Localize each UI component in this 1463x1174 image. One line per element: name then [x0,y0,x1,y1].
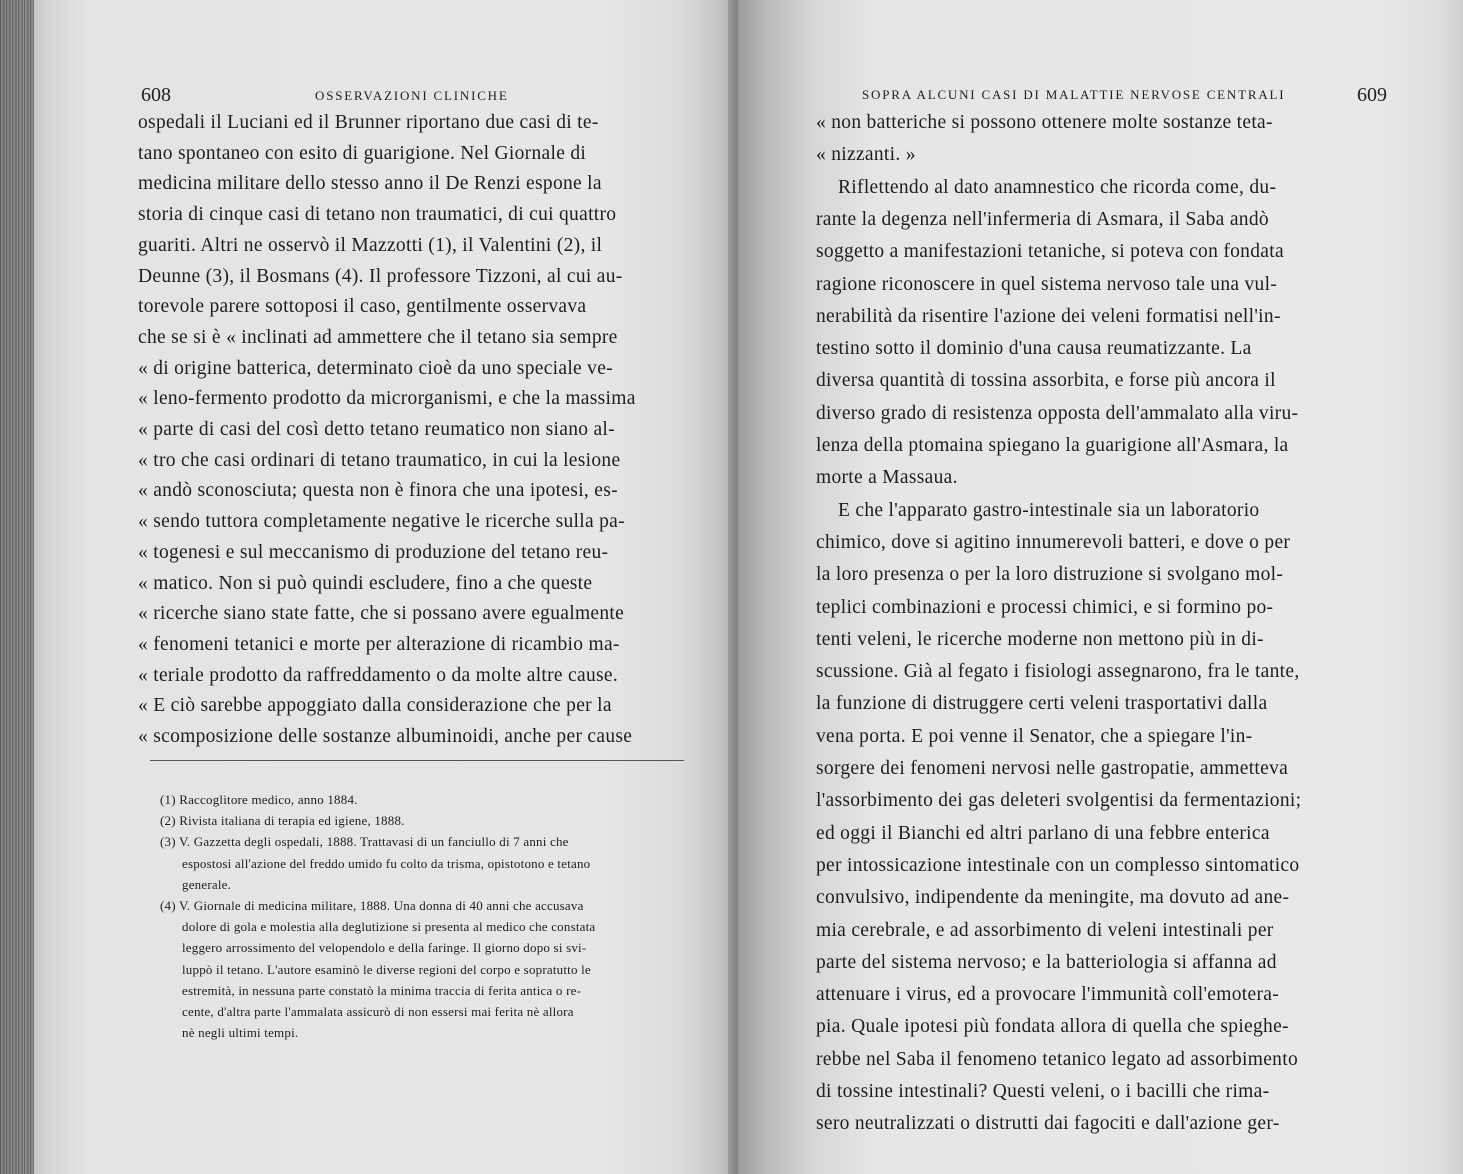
text-line: scussione. Già al fegato i fisiologi assegnarono, fra le tante, [816,661,1300,683]
text-line: morte a Massaua. [816,467,958,489]
text-line: chimico, dove si agitino innumerevoli batteri, e dove o per [816,531,1291,553]
book-edge [0,0,34,1174]
footnote-line: cente, d'altra parte l'ammalata assicurò di non essersi mai ferita nè allora [182,1004,574,1019]
text-line: vena porta. E poi venne il Senator, che a spiegare l'in- [816,725,1253,747]
text-line: che se si è « inclinati ad ammettere che il tetano sia sempre [138,326,618,348]
text-line: « parte di casi del così detto tetano reumatico non siano al- [138,419,615,440]
text-line: « non batteriche si possono ottenere molte sostanze teta- [816,112,1273,133]
text-line: « ricerche siano state fatte, che si possano avere egualmente [138,603,625,625]
text-line: ed oggi il Bianchi ed altri parlano di una febbre enterica [816,822,1270,844]
text-line: testino sotto il dominio d'una causa reumatizzante. La [816,338,1252,360]
text-line: « di origine batterica, determinato cioè da uno speciale ve- [138,357,613,379]
text-line: nerabilità da risentire l'azione dei veleni formatisi nell'in- [816,305,1281,327]
text-line: Riflettendo al dato anamnestico che ricorda come, du- [838,176,1277,198]
text-line: diversa quantità di tossina assorbita, e forse più ancora il [816,370,1276,392]
footnote-line: dolore di gola e molestia alla deglutizione si presenta al medico che constata [182,919,596,935]
text-line: « nizzanti. » [816,144,916,166]
right-page-number: 609 [1357,84,1387,106]
text-line: torevole parere sottoposi il caso, gentilmente osservava [138,296,587,318]
text-line: ospedali il Luciani ed il Brunner riportano due casi di te- [138,112,599,133]
right-page [738,0,1463,1174]
footnote-line: leggero arrossimento del velopendolo e della faringe. Il giorno dopo si svi- [182,940,587,956]
text-line: parte del sistema nervoso; e la batteriologia si affanna ad [816,951,1277,973]
text-line: « teriale prodotto da raffreddamento o da molte altre cause. [138,664,619,686]
text-line: Deunne (3), il Bosmans (4). Il professore Tizzoni, al cui au- [138,265,623,287]
footnote-rule [150,760,684,761]
text-line: lenza della ptomaina spiegano la guarigione all'Asmara, la [816,435,1289,456]
text-line: mia cerebrale, e ad assorbimento di veleni intestinali per [816,919,1274,941]
footnote-line: (2) Rivista italiana di terapia ed igiene, 1888. [160,813,405,829]
right-running-head [862,84,1387,106]
text-line: teplici combinazioni e processi chimici, e si formino po- [816,596,1274,618]
text-line: « E ciò sarebbe appoggiato dalla considerazione che per la [138,695,612,717]
text-line: tenti veleni, le ricerche moderne non mettono più in di- [816,628,1264,650]
text-line: « sendo tuttora completamente negative le ricerche sulla pa- [138,511,625,533]
text-line: attenuare i virus, ed a provocare l'immunità coll'emotera- [816,984,1279,1006]
text-line: per intossicazione intestinale con un complesso sintomatico [816,854,1300,876]
text-line: medicina militare dello stesso anno il De Renzi espone la [138,173,602,195]
text-line: « matico. Non si può quindi escludere, fino a che queste [138,572,593,594]
text-line: storia di cinque casi di tetano non traumatici, di cui quattro [138,204,617,226]
text-line: « fenomeni tetanici e morte per alterazione di ricambio ma- [138,633,620,655]
text-line: « leno-fermento prodotto da microrganismi, e che la massima [138,388,636,410]
text-line: rante la degenza nell'infermeria di Asmara, il Saba andò [816,208,1269,230]
text-line: « andò sconosciuta; questa non è finora che una ipotesi, es- [138,480,618,502]
text-line: ragione riconoscere in quel sistema nervoso tale una vul- [816,273,1278,295]
text-line: « tro che casi ordinari di tetano traumatico, in cui la lesione [138,449,621,471]
text-line: guariti. Altri ne osservò il Mazzotti (1), il Valentini (2), il [138,234,603,256]
left-page-number: 608 [141,84,171,106]
text-line: « togenesi e sul meccanismo di produzione del tetano reu- [138,541,609,563]
text-line: E che l'apparato gastro-intestinale sia un laboratorio [838,499,1260,521]
footnote-line: generale. [182,876,232,892]
left-running-head [141,84,509,107]
text-line: la loro presenza o per la loro distruzione si svolgano mol- [816,564,1284,586]
text-line: la funzione di distruggere certi veleni trasportativi dalla [816,693,1268,715]
text-line: soggetto a manifestazioni tetaniche, si poteva con fondata [816,241,1284,263]
text-line: tano spontaneo con esito di guarigione. Nel Giornale di [138,142,587,164]
text-line: rebbe nel Saba il fenomeno tetanico legato ad assorbimento [816,1048,1298,1070]
text-line: diverso grado di resistenza opposta dell'ammalato alla viru- [816,402,1299,424]
footnote-line: espostosi all'azione del freddo umido fu colto da trisma, opistotono e tetano [182,855,591,871]
footnote-line: (3) V. Gazzetta degli ospedali, 1888. Trattavasi di un fanciullo di 7 anni che [160,834,569,850]
footnote-line: luppò il tetano. L'autore esaminò le diverse regioni del corpo e sopratutto le [182,961,591,977]
right-running-title: SOPRA ALCUNI CASI DI MALATTIE NERVOSE CENTRALI [862,87,1286,102]
text-line: « scomposizione delle sostanze albuminoidi, anche per cause [138,726,633,747]
text-line: sorgere dei fenomeni nervosi nelle gastropatie, ammetteva [816,758,1289,779]
text-line: convulsivo, indipendente da meningite, ma dovuto ad ane- [816,887,1290,909]
text-line: sero neutralizzati o distrutti dai fagociti e dall'azione ger- [816,1113,1280,1135]
footnote-line: nè negli ultimi tempi. [182,1025,299,1041]
text-line: di tossine intestinali? Questi veleni, o i bacilli che rima- [816,1081,1270,1102]
left-running-title: OSSERVAZIONI CLINICHE [315,88,509,103]
text-line: pia. Quale ipotesi più fondata allora di quella che spieghe- [816,1016,1289,1038]
footnote-line: (4) V. Giornale di medicina militare, 1888. Una donna di 40 anni che accusava [160,898,584,913]
footnote-line: estremità, in nessuna parte constatò la minima traccia di ferita antica o re- [182,982,582,998]
footnote-line: (1) Raccoglitore medico, anno 1884. [160,792,358,807]
text-line: l'assorbimento dei gas deleteri svolgentisi da fermentazioni; [816,790,1302,812]
